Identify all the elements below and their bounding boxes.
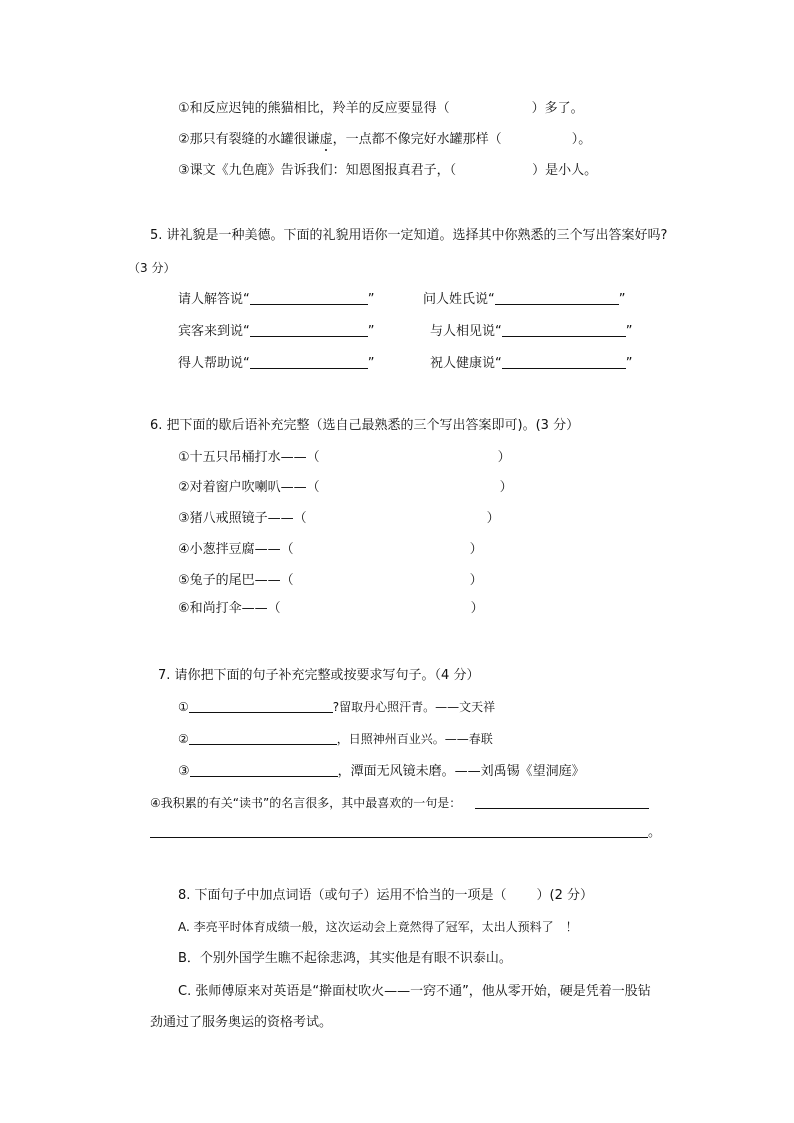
- q4-item-3: [178, 162, 597, 180]
- q4-item-2-dotted-word: 虚: [319, 132, 333, 147]
- q6-item-3: [178, 510, 500, 528]
- q5-label: 与人相见说“: [430, 324, 502, 339]
- q5-quote: ”: [367, 324, 375, 339]
- q6-item-close: ）: [470, 601, 484, 616]
- q4-item-2-text-a: ②那只有裂缝的水罐很谦: [178, 132, 320, 147]
- q7-period: 。: [648, 825, 662, 840]
- q5-label: 得人帮助说“: [178, 356, 250, 371]
- q5-label: 祝人健康说“: [430, 356, 502, 371]
- q7-num: ③: [178, 764, 190, 779]
- q6-item-text: ⑥和尚打伞——（: [178, 601, 281, 616]
- answer-blank[interactable]: [502, 354, 626, 369]
- q7-num: ②: [178, 732, 189, 746]
- q6-item-2: [178, 479, 513, 497]
- answer-blank[interactable]: [250, 354, 368, 369]
- q7-text: ，日照神州百业兴。——春联: [336, 732, 493, 746]
- q6-item-text: ③猪八戒照镜子——（: [178, 511, 307, 526]
- q5-row-1-right: [423, 290, 626, 309]
- q7-sentence-4-line-2: [150, 823, 661, 842]
- q7-stem: 7. 请你把下面的句子补充完整或按要求写句子。（4 分）: [158, 668, 480, 683]
- q6-item-6: [178, 600, 484, 618]
- q8-option-c-cont: 劲通过了服务奥运的资格考试。: [150, 1015, 333, 1030]
- q6-item-text: ②对着窗户吹喇叭——（: [178, 480, 320, 495]
- q5-quote: ”: [618, 292, 626, 307]
- q5-row-2-right: [430, 322, 633, 341]
- q6-stem: 6. 把下面的歇后语补充完整（选自己最熟悉的三个写出答案即可)。(3 分）: [150, 418, 580, 433]
- q6-item-text: ④小葱拌豆腐——（: [178, 542, 294, 557]
- q6-item-4: [178, 541, 483, 559]
- q6-item-5: [178, 572, 483, 590]
- q6-item-close: ）: [486, 511, 500, 526]
- q8-stem-text: 8. 下面句子中加点词语（或句子）运用不恰当的一项是（: [178, 888, 507, 903]
- q4-item-2-close: ）。: [571, 132, 592, 147]
- q5-quote: ”: [367, 292, 375, 307]
- q7-text: ?留取丹心照汗青。——文天祥: [332, 700, 496, 714]
- q7-sentence-4: [150, 794, 649, 812]
- q8-option-a: A. 李亮平时体育成绩一般，这次运动会上竟然得了冠军，太出人预料了 ！: [178, 920, 578, 934]
- q5-stem: 5. 讲礼貌是一种美德。下面的礼貌用语你一定知道。选择其中你熟悉的三个写出答案好吗?: [150, 228, 668, 243]
- q5-label: 宾客来到说“: [178, 324, 250, 339]
- q6-item-text: ⑤兔子的尾巴——（: [178, 573, 294, 588]
- q5-row-2-left: [178, 322, 375, 341]
- q6-item-close: ）: [497, 450, 511, 465]
- answer-blank[interactable]: [189, 730, 337, 745]
- answer-blank[interactable]: [190, 762, 338, 777]
- q6-item-1: [178, 449, 511, 467]
- q8-option-b: B．个别外国学生瞧不起徐悲鸿，其实他是有眼不识泰山。: [178, 951, 512, 966]
- q4-item-3-close: ）是小人。: [532, 163, 598, 178]
- q4-item-3-text: ③课文《九色鹿》告诉我们：知恩图报真君子，（: [178, 163, 457, 178]
- q5-row-3-right: [430, 354, 633, 373]
- q7-num: ①: [178, 700, 189, 714]
- answer-blank[interactable]: [250, 290, 368, 305]
- q5-row-1-left: [178, 290, 375, 309]
- q6-item-close: ）: [499, 480, 513, 495]
- q5-label: 问人姓氏说“: [423, 292, 495, 307]
- q6-item-text: ①十五只吊桶打水——（: [178, 450, 320, 465]
- answer-blank[interactable]: [475, 794, 649, 809]
- answer-blank[interactable]: [502, 322, 626, 337]
- q5-quote: ”: [625, 356, 633, 371]
- q8-stem-score: ）(2 分）: [536, 888, 594, 903]
- q5-quote: ”: [367, 356, 375, 371]
- q5-score: （3 分）: [128, 261, 176, 275]
- q4-item-2-text-c: ，一点都不像完好水罐那样（: [332, 132, 502, 147]
- q4-item-1: [178, 100, 584, 118]
- answer-blank[interactable]: [189, 698, 333, 713]
- q7-sentence-3: [178, 762, 585, 781]
- q4-item-1-close: ）多了。: [531, 101, 584, 116]
- q7-sentence-1: [178, 698, 495, 716]
- q7-sentence-2: [178, 730, 493, 748]
- answer-blank[interactable]: [495, 290, 619, 305]
- q8-option-c: C. 张师傅原来对英语是“擀面杖吹火——一窍不通”，他从零开始，硬是凭着一股钻: [178, 984, 651, 999]
- q6-item-close: ）: [469, 542, 483, 557]
- q4-item-2: [178, 131, 591, 149]
- answer-blank[interactable]: [150, 823, 648, 838]
- q5-row-3-left: [178, 354, 375, 373]
- q8-stem: [178, 887, 593, 905]
- q5-quote: ”: [625, 324, 633, 339]
- q5-label: 请人解答说“: [178, 292, 250, 307]
- q6-item-close: ）: [469, 573, 483, 588]
- answer-blank[interactable]: [250, 322, 368, 337]
- q7-text: ，潭面无风镜未磨。——刘禹锡《望洞庭》: [337, 764, 585, 779]
- q7-text: ④我积累的有关“读书”的名言很多，其中最喜欢的一句是：: [150, 796, 462, 810]
- q4-item-1-text: ①和反应迟钝的熊猫相比，羚羊的反应要显得（: [178, 101, 450, 116]
